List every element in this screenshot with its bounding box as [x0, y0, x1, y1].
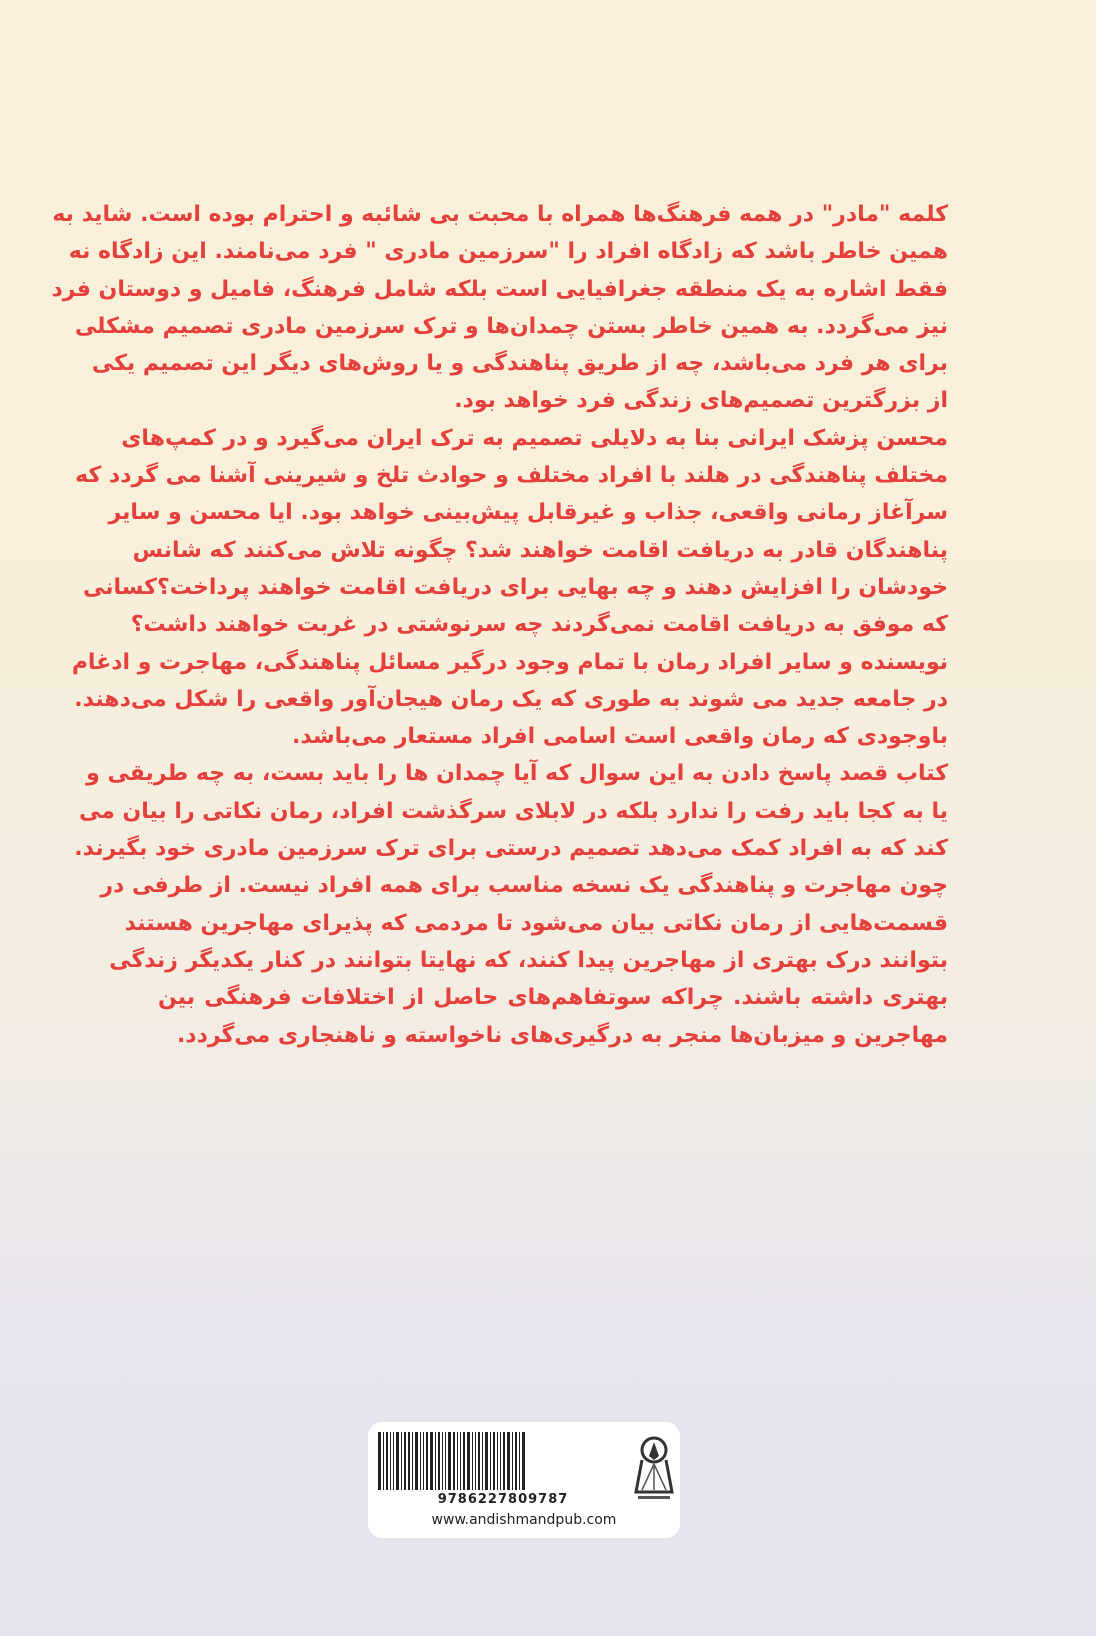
text-line: نویسنده و سایر افراد رمان با تمام وجود درگیر مسائل پناهندگی، مهاجرت و ادغام: [71, 649, 948, 675]
barcode-bar: [472, 1432, 473, 1490]
barcode-bar: [503, 1432, 505, 1490]
text-line: بهتری داشته باشند. چراکه سوتفاهم‌های حاصل از اختلافات فرهنگی بین: [158, 985, 948, 1011]
barcode-bar: [383, 1432, 384, 1490]
text-line: مهاجرین و میزبان‌ها منجر به درگیری‌های ناخواسته و ناهنجاری می‌گردد.: [176, 1022, 948, 1048]
barcode-bar: [507, 1432, 510, 1490]
barcode-bar: [415, 1432, 418, 1490]
barcode-bar: [457, 1432, 458, 1490]
barcode-bar: [463, 1432, 465, 1490]
text-line: مختلف پناهندگی در هلند با افراد مختلف و حوادث تلخ و شیرینی آشنا می گردد که: [75, 463, 948, 489]
barcode-bar: [445, 1432, 446, 1490]
text-line: همین خاطر باشد که زادگاه افراد را "سرزمین مادری " فرد می‌نامند. این زادگاه نه: [68, 239, 948, 265]
text-line: یا به کجا باید رفت را ندارد بلکه در لابلای سرگذشت افراد، رمان نکاتی را بیان می: [78, 798, 948, 824]
barcode-bar: [448, 1432, 451, 1490]
barcode-bar: [522, 1432, 525, 1490]
barcode-bar: [386, 1432, 388, 1490]
barcode-bar: [497, 1432, 498, 1490]
barcode-bar: [515, 1432, 517, 1490]
barcode-bar: [426, 1432, 428, 1490]
text-line: کلمه "مادر" در همه فرهنگ‌ها همراه با محبت بی شائبه و احترام بوده است. شاید به: [52, 202, 948, 227]
paragraph: [51, 196, 948, 420]
barcode-bar: [478, 1432, 480, 1490]
publisher-url: www.andishmandpub.com: [431, 1512, 617, 1528]
paragraph: [71, 644, 948, 756]
barcode-bar: [378, 1432, 381, 1490]
barcode-bar: [401, 1432, 402, 1490]
text-line: در جامعه جدید می شوند به طوری که یک رمان هیجان‌آور واقعی را شکل می‌دهند.: [74, 686, 948, 712]
text-line: قسمت‌هایی از رمان نکاتی بیان می‌شود تا مردمی که پذیرای مهاجرین هستند: [124, 910, 948, 936]
text-line: کند که به افراد کمک می‌دهد تصمیم درستی برای ترک سرزمین مادری خود بگیرند.: [74, 836, 948, 862]
barcode-bar: [438, 1432, 440, 1490]
paragraph: [75, 420, 948, 644]
barcode-bar: [423, 1432, 424, 1490]
text-line: نیز می‌گردد. به همین خاطر بستن چمدان‌ها و ترک سرزمین مادری تصمیم مشکلی: [74, 313, 948, 339]
barcode-bar: [453, 1432, 455, 1490]
isbn-number: 9786227809787: [437, 1492, 569, 1507]
barcode-bar: [412, 1432, 413, 1490]
paragraph: [74, 755, 948, 1053]
back-cover-blurb: [51, 196, 948, 1054]
barcode-bar: [482, 1432, 483, 1490]
barcode-bar: [404, 1432, 406, 1490]
barcode-bar: [393, 1432, 394, 1490]
barcode-bars: [378, 1432, 628, 1490]
text-line: چون مهاجرت و پناهندگی یک نسخه مناسب برای همه افراد نیست. از طرفی در: [100, 873, 948, 899]
barcode-bar: [475, 1432, 476, 1490]
barcode-bar: [460, 1432, 461, 1490]
barcode-bar: [493, 1432, 495, 1490]
text-line: که موفق به دریافت اقامت نمی‌گردند چه سرنوشتی در غربت خواهند داشت؟: [130, 612, 948, 638]
text-line: پناهندگان قادر به دریافت اقامت خواهند شد؟ چگونه تلاش می‌کنند که شانس: [132, 537, 948, 563]
barcode-bar: [512, 1432, 513, 1490]
text-line: باوجودی که رمان واقعی است اسامی افراد مستعار می‌باشد.: [291, 724, 948, 750]
text-line: محسن پزشک ایرانی بنا به دلایلی تصمیم به ترک ایران می‌گیرد و در کمپ‌های: [121, 425, 948, 451]
barcode-bar: [435, 1432, 436, 1490]
text-line: بتوانند درک بهتری از مهاجرین پیدا کنند، که نهایتا بتوانند در کنار یکدیگر زندگی: [109, 947, 948, 973]
text-line: برای هر فرد می‌باشد، چه از طریق پناهندگی و یا روش‌های دیگر این تصمیم یکی: [91, 351, 948, 377]
text-line: سرآغاز رمانی واقعی، جذاب و غیرقابل پیش‌بینی خواهد بود. ایا محسن و سایر: [108, 500, 948, 526]
barcode-bar: [485, 1432, 488, 1490]
barcode-bar: [467, 1432, 470, 1490]
barcode-bar: [430, 1432, 433, 1490]
barcode-label: [368, 1422, 680, 1538]
text-line: خودشان را افزایش دهند و چه بهایی برای دریافت اقامت خواهند پرداخت؟کسانی: [83, 574, 948, 600]
barcode-bar: [442, 1432, 443, 1490]
barcode-bar: [519, 1432, 520, 1490]
barcode-bar: [396, 1432, 399, 1490]
text-line: کتاب قصد پاسخ دادن به این سوال که آیا چمدان ها را باید بست، به چه طریقی و: [86, 761, 948, 787]
barcode-bar: [490, 1432, 491, 1490]
text-line: از بزرگترین تصمیم‌های زندگی فرد خواهد بود.: [454, 388, 948, 414]
text-line: فقط اشاره به یک منطقه جغرافیایی است بلکه شامل فرهنگ، فامیل و دوستان فرد: [51, 276, 948, 302]
barcode-bar: [408, 1432, 410, 1490]
barcode-bar: [390, 1432, 391, 1490]
barcode-bar: [420, 1432, 421, 1490]
barcode-bar: [500, 1432, 501, 1490]
publisher-logo-icon: [634, 1434, 674, 1504]
